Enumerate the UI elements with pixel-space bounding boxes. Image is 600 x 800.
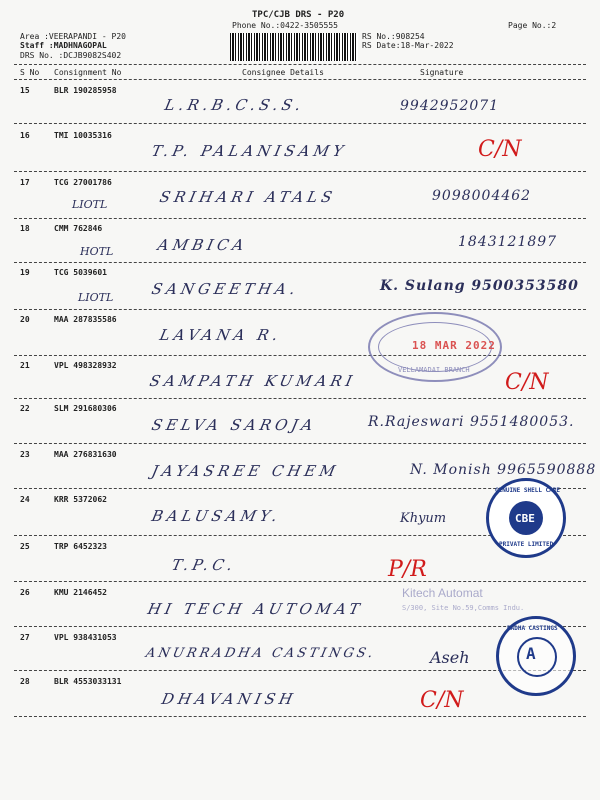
row-divider xyxy=(14,716,586,717)
row-consignment: SLM 291680306 xyxy=(54,404,117,413)
col-signature: Signature xyxy=(420,68,464,77)
col-consignee: Consignee Details xyxy=(242,68,324,77)
signature-handwriting: 1843121897 xyxy=(458,234,558,250)
row-divider xyxy=(14,398,586,399)
row-sno: 16 xyxy=(20,131,30,140)
signature-handwriting: 9942952071 xyxy=(400,98,500,114)
row-divider xyxy=(14,309,586,310)
row-consignment: CMM 762846 xyxy=(54,224,103,233)
signature-handwriting: N. Monish 9965590888 xyxy=(410,462,597,478)
signature-handwriting: Aseh xyxy=(430,648,470,667)
consignee-handwriting: DHAVANISH xyxy=(160,690,299,708)
header-divider-bottom xyxy=(14,79,586,80)
barcode xyxy=(230,33,358,61)
row-consignment: VPL 498328932 xyxy=(54,361,117,370)
signature-handwriting: K. Sulang 9500353580 xyxy=(380,278,579,294)
row-sno: 27 xyxy=(20,633,30,642)
kitech-stamp xyxy=(402,586,552,636)
row-sno: 25 xyxy=(20,542,30,551)
row-consignment: TRP 6452323 xyxy=(54,542,107,551)
signature-handwriting: C/N xyxy=(505,370,549,395)
header-divider-top xyxy=(14,64,586,65)
consignee-handwriting: AMBICA xyxy=(156,236,250,254)
row-sno: 23 xyxy=(20,450,30,459)
area-label: Area :VEERAPANDI - P20 xyxy=(20,32,126,41)
row-sno: 15 xyxy=(20,86,30,95)
row-consignment: KRR 5372062 xyxy=(54,495,107,504)
page-number: Page No.:2 xyxy=(508,21,557,30)
row-divider xyxy=(14,218,586,219)
signature-handwriting: C/N xyxy=(420,688,464,713)
signature-handwriting: R.Rajeswari 9551480053. xyxy=(368,414,575,430)
row-sno: 21 xyxy=(20,361,30,370)
kitech-address: S/300, Site No.59,Comms Indu. xyxy=(402,604,525,612)
side-note: LIOTL xyxy=(78,291,114,304)
row-divider xyxy=(14,262,586,263)
row-consignment: BLR 4553033131 xyxy=(54,677,122,686)
row-consignment: MAA 276831630 xyxy=(54,450,117,459)
row-sno: 19 xyxy=(20,268,30,277)
bank-stamp xyxy=(368,312,502,382)
rs-number: RS No.:908254 xyxy=(362,32,425,41)
side-note: HOTL xyxy=(80,245,114,258)
row-consignment: MAA 287835586 xyxy=(54,315,117,324)
castings-stamp-top: RADHA CASTINGS xyxy=(507,625,558,632)
shell-care-stamp xyxy=(486,478,566,558)
shell-stamp-center: CBE xyxy=(515,512,535,525)
kitech-title: Kitech Automat xyxy=(402,586,483,600)
row-sno: 28 xyxy=(20,677,30,686)
consignee-handwriting: SELVA SAROJA xyxy=(150,416,319,434)
bank-stamp-branch: VELLAMADAI BRANCH xyxy=(398,366,470,374)
consignee-handwriting: HI TECH AUTOMAT xyxy=(146,600,366,618)
row-sno: 22 xyxy=(20,404,30,413)
row-consignment: TCG 27001786 xyxy=(54,178,112,187)
consignee-handwriting: SRIHARI ATALS xyxy=(158,188,338,206)
signature-handwriting: 9098004462 xyxy=(432,188,532,204)
phone-number: Phone No.:0422-3505555 xyxy=(232,21,338,30)
consignee-handwriting: T.P. PALANISAMY xyxy=(150,142,349,160)
consignee-handwriting: ANURRADHA CASTINGS. xyxy=(144,646,377,661)
row-sno: 20 xyxy=(20,315,30,324)
side-note: LIOTL xyxy=(72,198,108,211)
consignee-handwriting: JAYASREE CHEM xyxy=(150,462,341,480)
consignee-handwriting: SANGEETHA. xyxy=(150,280,301,298)
row-consignment: TCG 5039601 xyxy=(54,268,107,277)
castings-logo: A xyxy=(526,644,536,663)
consignee-handwriting: BALUSAMY. xyxy=(150,507,283,525)
document-title: TPC/CJB DRS - P20 xyxy=(252,10,345,20)
row-consignment: VPL 938431053 xyxy=(54,633,117,642)
bank-stamp-date: 18 MAR 2022 xyxy=(412,339,496,352)
row-sno: 26 xyxy=(20,588,30,597)
row-sno: 18 xyxy=(20,224,30,233)
shell-stamp-bottom: PRIVATE LIMITED xyxy=(499,541,554,548)
consignee-handwriting: LAVANA R. xyxy=(158,326,284,344)
row-divider xyxy=(14,123,586,124)
row-divider xyxy=(14,355,586,356)
shell-stamp-top: GENUINE SHELL CARE xyxy=(495,487,561,494)
staff-label: Staff :MADHNAGOPAL xyxy=(20,41,107,50)
row-consignment: TMI 10035316 xyxy=(54,131,112,140)
signature-handwriting: P/R xyxy=(388,557,427,582)
row-consignment: KMU 2146452 xyxy=(54,588,107,597)
consignee-handwriting: L.R.B.C.S.S. xyxy=(163,96,307,114)
row-sno: 17 xyxy=(20,178,30,187)
consignee-handwriting: T.P.C. xyxy=(170,556,239,574)
rs-date: RS Date:18-Mar-2022 xyxy=(362,41,454,50)
row-divider xyxy=(14,581,586,582)
row-consignment: BLR 190285958 xyxy=(54,86,117,95)
consignee-handwriting: SAMPATH KUMARI xyxy=(148,372,358,390)
row-divider xyxy=(14,171,586,172)
col-consignment: Consignment No xyxy=(54,68,122,77)
col-sno: S No xyxy=(20,68,40,77)
signature-handwriting: Khyum xyxy=(400,511,447,526)
drs-number: DRS No. :DCJB9082S402 xyxy=(20,51,122,60)
signature-handwriting: C/N xyxy=(478,137,522,162)
row-sno: 24 xyxy=(20,495,30,504)
row-divider xyxy=(14,443,586,444)
